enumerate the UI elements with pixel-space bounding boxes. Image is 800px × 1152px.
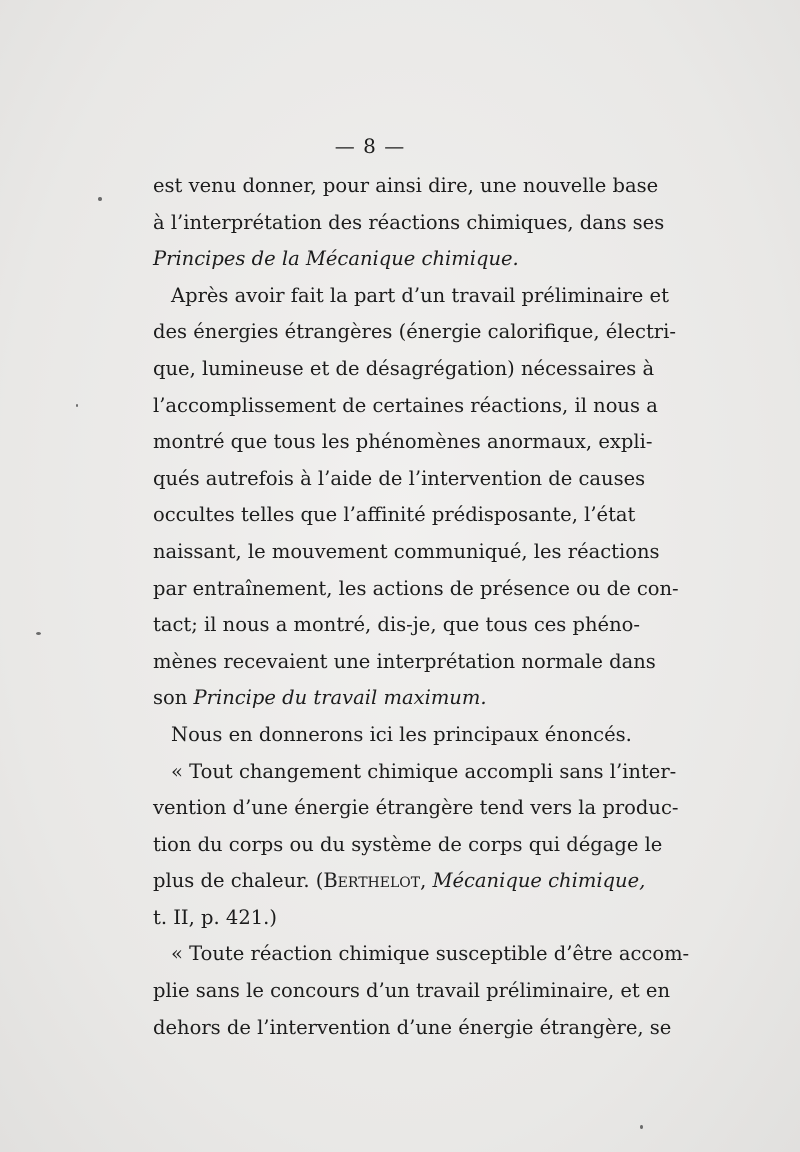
body-text (153, 168, 690, 1046)
text-line (153, 790, 679, 827)
scan-speck (76, 404, 78, 407)
text-span: t. II, p. 421.) (153, 905, 277, 929)
text-line (153, 900, 589, 937)
text-line (153, 241, 589, 278)
text-span: montré que tous les phénomènes anormaux, expli- (153, 430, 653, 454)
text-line (153, 973, 671, 1010)
text-line (153, 644, 656, 681)
text-line (153, 168, 659, 205)
text-line (153, 607, 640, 644)
text-line (153, 314, 676, 351)
scan-speck (36, 632, 41, 635)
text-line (153, 278, 669, 315)
text-span: plus de chaleur. ( (153, 869, 324, 893)
text-span: tact; il nous a montré, dis-je, que tous ces phéno- (153, 613, 640, 637)
text-line (153, 754, 677, 791)
text-span: l’accomplissement de certaines réactions, il nous a (153, 393, 658, 417)
text-span: « Tout changement chimique accompli sans l’inter- (171, 759, 677, 783)
text-span: « Toute réaction chimique susceptible d’être accom- (171, 942, 690, 966)
text-span: que, lumineuse et de désagrégation) nécessaires à (153, 356, 655, 380)
small-caps-span: Berthelot (323, 869, 421, 893)
text-span: , (420, 869, 433, 893)
text-line (153, 571, 679, 608)
text-span: plie sans le concours d’un travail préliminaire, et en (153, 979, 671, 1003)
text-span: dehors de l’intervention d’une énergie étrangère, se (153, 1015, 672, 1039)
italic-span: Principes de la Mécanique chimique. (153, 247, 519, 271)
text-line (153, 424, 653, 461)
scan-speck (98, 197, 102, 201)
text-line (153, 863, 646, 900)
text-line (153, 534, 660, 571)
text-span: Après avoir fait la part d’un travail préliminaire et (171, 283, 669, 307)
text-span: tion du corps ou du système de corps qui dégage le (153, 832, 663, 856)
text-span: qués autrefois à l’aide de l’intervention de causes (153, 466, 646, 490)
italic-span: Principe du travail maximum. (193, 686, 487, 710)
text-line (153, 717, 632, 754)
italic-span: Mécanique chimique, (432, 869, 646, 893)
page-number: — 8 — (334, 134, 406, 158)
text-line (153, 351, 655, 388)
text-span: par entraînement, les actions de présence ou de con- (153, 576, 679, 600)
text-span: est venu donner, pour ainsi dire, une nouvelle base (153, 174, 659, 197)
text-line (153, 936, 690, 973)
scan-speck (640, 1125, 643, 1129)
text-line (153, 205, 665, 242)
text-span: mènes recevaient une interprétation normale dans (153, 649, 656, 673)
text-span: naissant, le mouvement communiqué, les réactions (153, 539, 660, 563)
text-span: vention d’une énergie étrangère tend vers la produc- (153, 796, 679, 820)
text-line (153, 461, 646, 498)
text-span: à l’interprétation des réactions chimiques, dans ses (153, 210, 665, 234)
text-line (153, 497, 636, 534)
text-line (153, 388, 658, 425)
text-span: occultes telles que l’affinité prédisposante, l’état (153, 503, 636, 527)
text-line (153, 1010, 672, 1047)
text-line (153, 827, 663, 864)
text-span: Nous en donnerons ici les principaux énoncés. (171, 722, 632, 746)
text-span: son (153, 686, 194, 710)
text-span: des énergies étrangères (énergie calorifique, électri- (153, 320, 676, 344)
text-line (153, 680, 589, 717)
